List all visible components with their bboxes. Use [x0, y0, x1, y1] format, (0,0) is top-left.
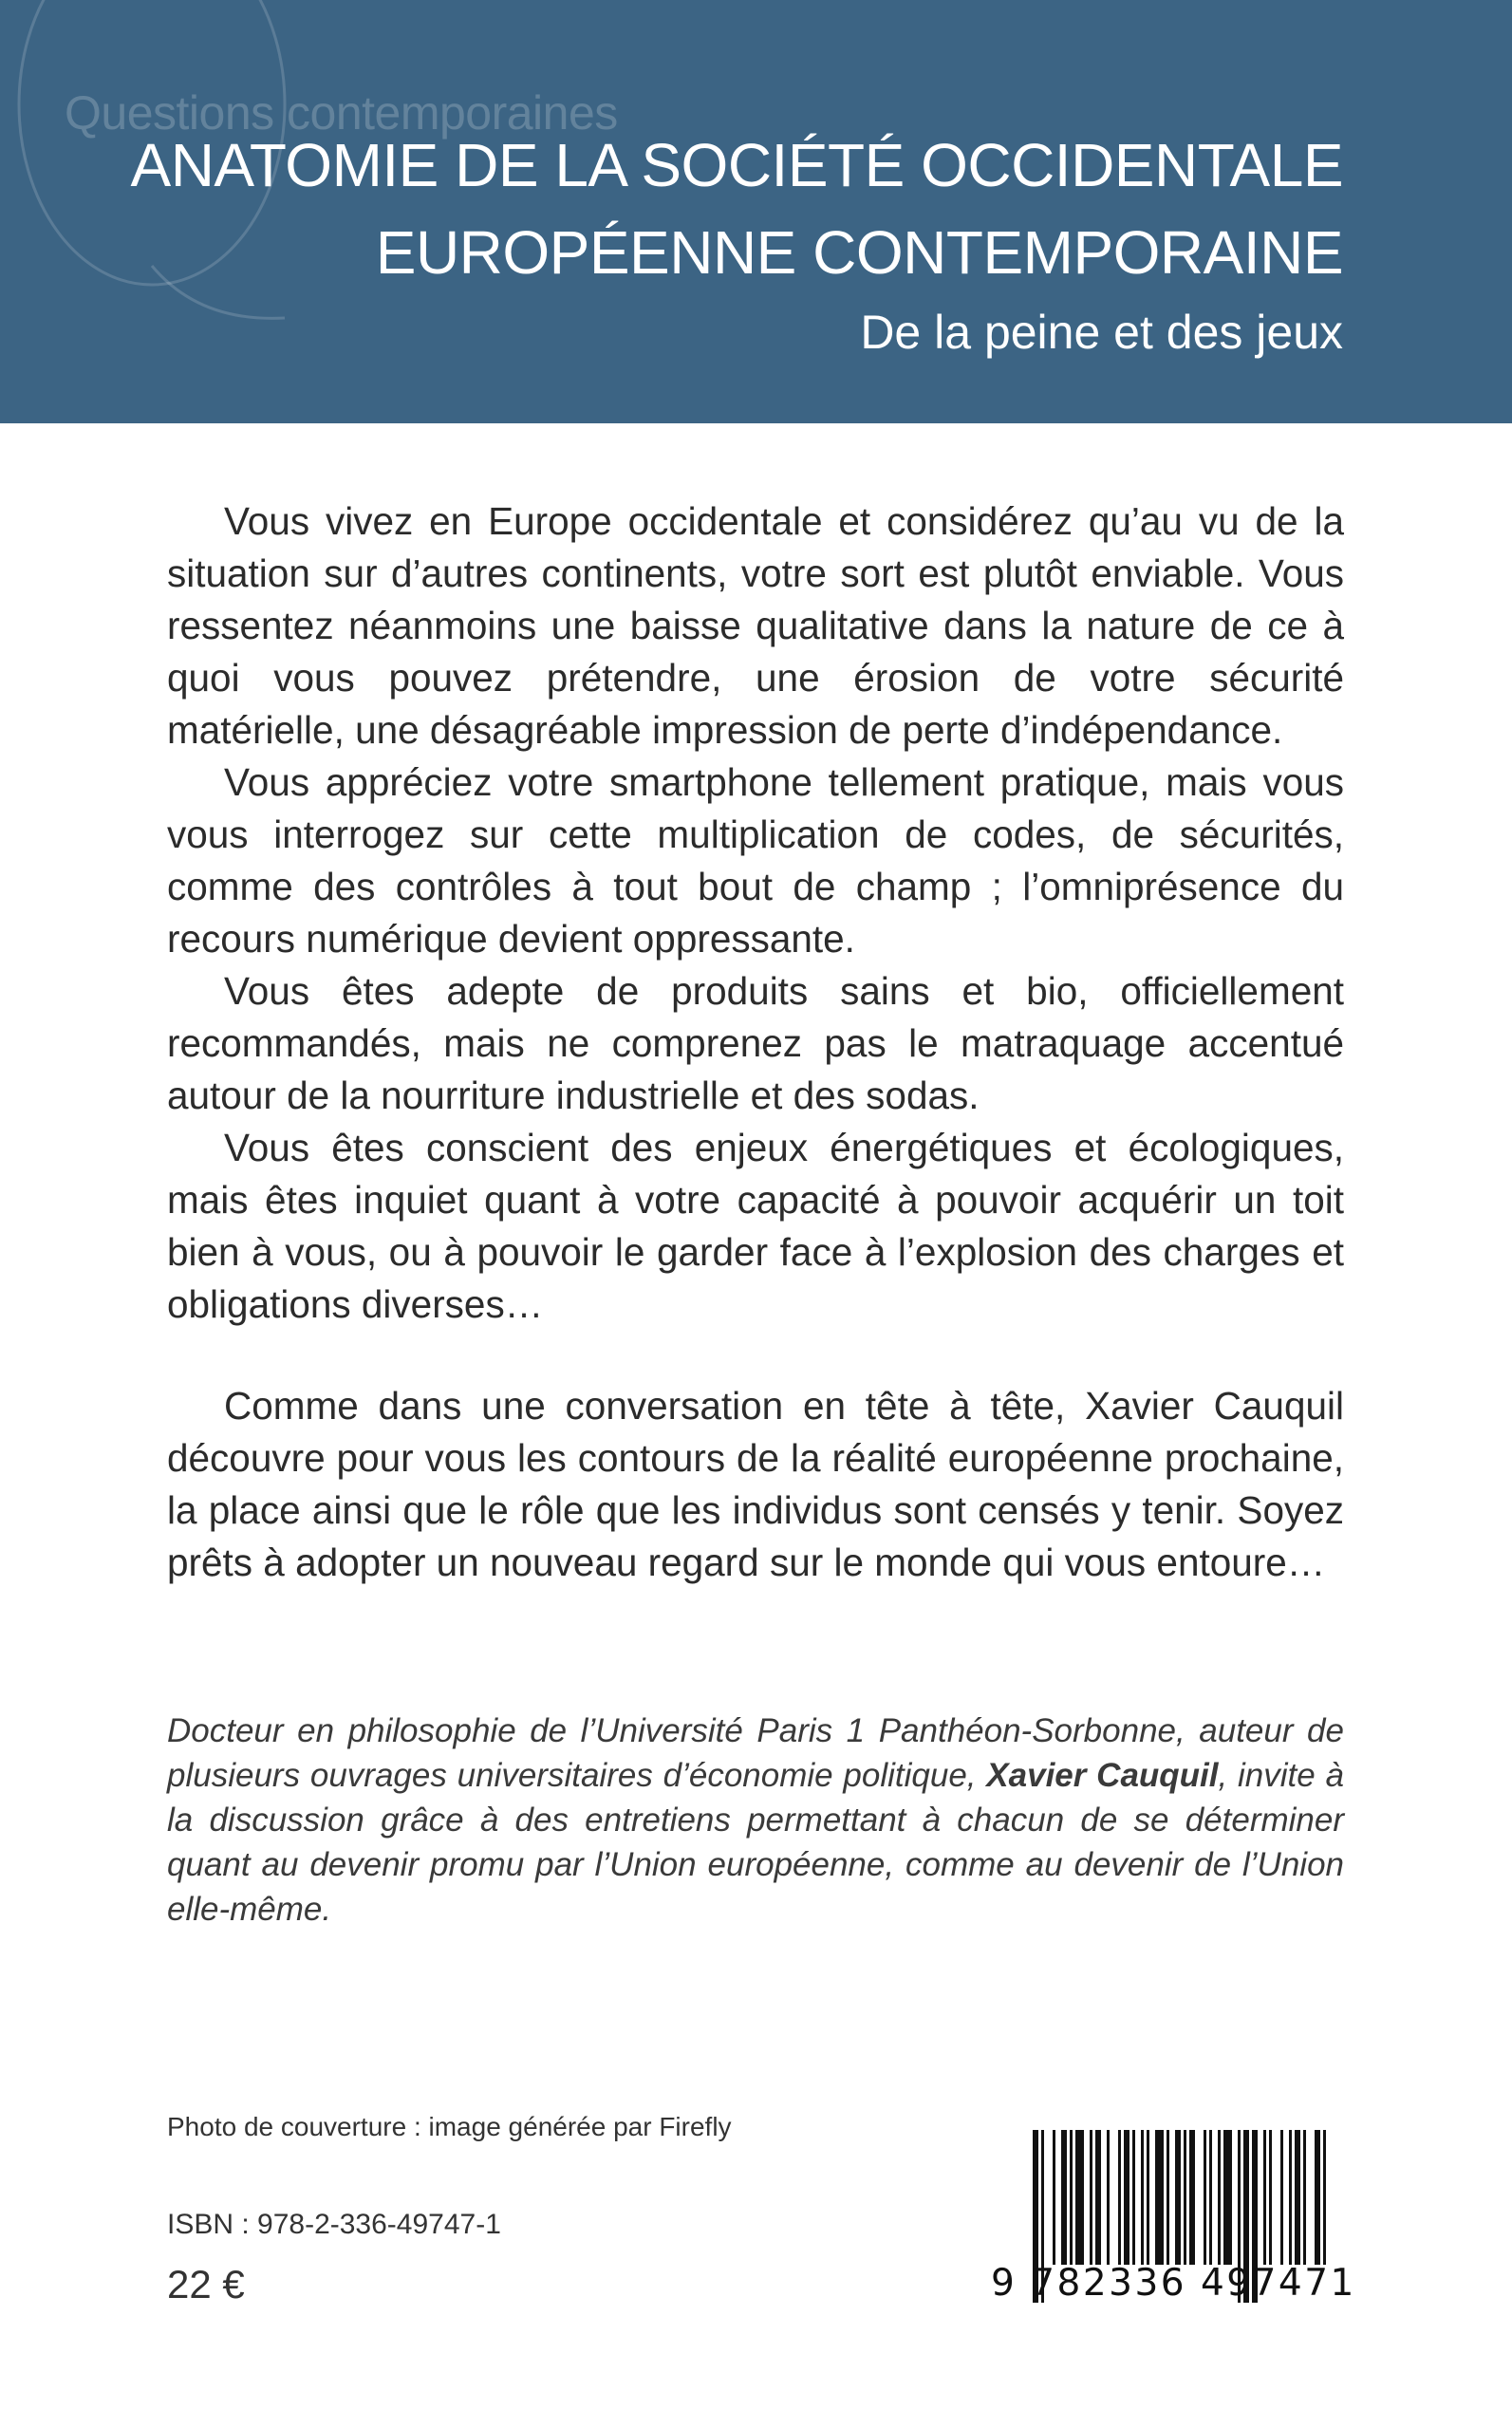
book-title-line-2: EUROPÉENNE CONTEMPORAINE	[375, 218, 1343, 287]
book-title	[131, 121, 1344, 296]
barcode-bar	[1303, 2130, 1306, 2265]
price: 22 €	[167, 2262, 245, 2306]
barcode-bar	[1075, 2130, 1084, 2265]
author-bio-text-end: , invite à la discussion grâce à des entretiens permettant à chacun de se déterminer quant au devenir promu par l’Union européenne, comme au devenir de l’Union elle-même.	[167, 1757, 1344, 1928]
series-name: Questions contemporaines	[65, 86, 618, 140]
barcode-bar	[1090, 2130, 1092, 2265]
barcode-bar	[1118, 2130, 1121, 2265]
barcode-bar	[1189, 2130, 1195, 2265]
barcode-bar	[1323, 2130, 1326, 2265]
blurb-paragraph: Vous appréciez votre smartphone tellement pratique, mais vous vous interrogez sur cette multiplication de codes, de sécurités, comme des contrôles à tout bout de champ ; l’omniprésence du recours numérique devient oppressante.	[167, 760, 1344, 961]
author-name: Xavier Cauquil	[986, 1757, 1219, 1794]
barcode-bar	[1141, 2130, 1144, 2265]
barcode-bar	[1223, 2130, 1232, 2265]
barcode-bar	[1218, 2130, 1221, 2265]
barcode-bar	[1167, 2130, 1169, 2265]
barcode-bar	[1070, 2130, 1073, 2265]
barcode-bar	[1204, 2130, 1206, 2265]
barcode-bar	[1209, 2130, 1212, 2265]
barcode-bar	[1155, 2130, 1164, 2265]
barcode-bar	[1124, 2130, 1129, 2265]
barcode-bar	[1184, 2130, 1186, 2265]
barcode-number: 9 782336 497471	[991, 2262, 1356, 2305]
barcode-bar	[1175, 2130, 1181, 2265]
book-subtitle: De la peine et des jeux	[860, 306, 1343, 359]
barcode-bar	[1295, 2130, 1300, 2265]
photo-credit: Photo de couverture : image générée par Firefly	[167, 2112, 732, 2141]
barcode-bar	[1280, 2130, 1283, 2265]
author-bio-text-start: Docteur en philosophie de l’Université Paris 1 Panthéon-Sorbonne, auteur de plusieurs ouvrages universitaires d’économie politique,	[167, 1712, 1344, 1794]
blurb-paragraph: Vous êtes conscient des enjeux énergétiques et écologiques, mais êtes inquiet quant à votre capacité à pouvoir acquérir un toit bien à vous, ou à pouvoir le garder face à l’explosion des charges et obligations diverses…	[167, 1126, 1344, 1326]
barcode-bar	[1107, 2130, 1110, 2265]
book-title-line-1: ANATOMIE DE LA SOCIÉTÉ OCCIDENTALE	[130, 131, 1343, 199]
barcode-bar	[1061, 2130, 1067, 2265]
isbn: ISBN : 978-2-336-49747-1	[167, 2209, 501, 2240]
cover-header-band	[0, 0, 1512, 423]
barcode-bar	[1263, 2130, 1266, 2265]
back-cover-blurb	[167, 495, 1344, 1589]
blurb-paragraph: Comme dans une conversation en tête à tête, Xavier Cauquil découvre pour vous les contours de la réalité européenne prochaine, la place ainsi que le rôle que les individus sont censés y tenir. Soyez prêts à adopter un nouveau regard sur le monde qui vous entoure…	[167, 1384, 1344, 1584]
barcode-bar	[1289, 2130, 1292, 2265]
blurb-paragraph: Vous êtes adepte de produits sains et bio, officiellement recommandés, mais ne comprenez pas le matraquage accentué autour de la nourriture industrielle et des sodas.	[167, 969, 1344, 1117]
author-bio	[167, 1709, 1344, 1932]
barcode-bar	[1132, 2130, 1135, 2265]
barcode-bar	[1095, 2130, 1101, 2265]
barcode-bar	[1315, 2130, 1320, 2265]
barcode-bar	[1053, 2130, 1055, 2265]
blurb-paragraph: Vous vivez en Europe occidentale et considérez qu’au vu de la situation sur d’autres continents, votre sort est plutôt enviable. Vous ressentez néanmoins une baisse qualitative dans la nature de ce à quoi vous pouvez prétendre, une érosion de votre sécurité matérielle, une désagréable impression de perte d’indépendance.	[167, 499, 1344, 752]
barcode-bar	[1147, 2130, 1149, 2265]
barcode-bar	[1269, 2130, 1272, 2265]
